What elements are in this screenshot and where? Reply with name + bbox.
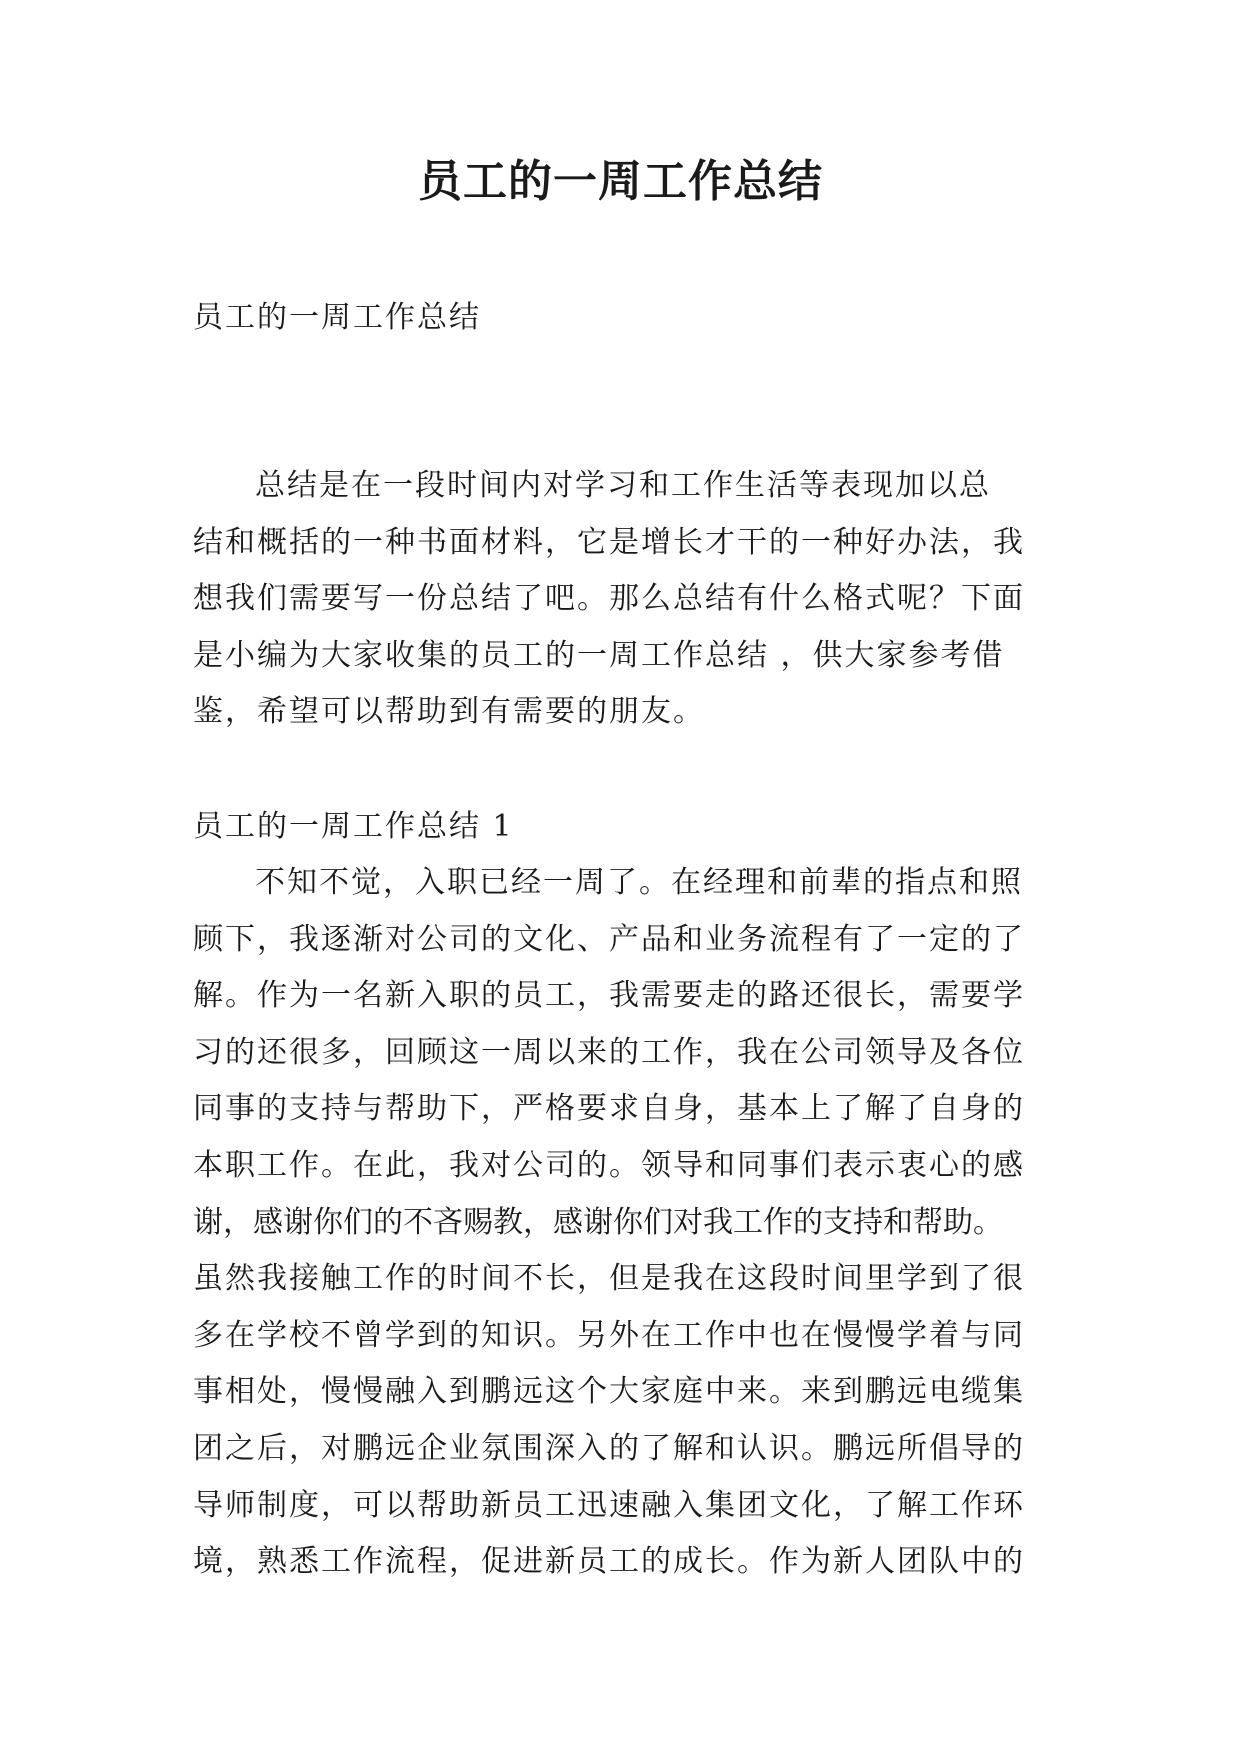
section-heading: 员工的一周工作总结 1: [193, 808, 514, 844]
intro-line: 想我们需要写一份总结了吧。那么总结有什么格式呢？下面: [193, 581, 1025, 617]
intro-paragraph: [193, 458, 1053, 741]
section-paragraph: [193, 855, 1053, 1591]
section-line: 本职工作。在此，我对公司的。领导和同事们表示衷心的感: [193, 1147, 1025, 1183]
intro-line: 是小编为大家收集的员工的一周工作总结 ，供大家参考借: [193, 637, 1005, 673]
spacer: [193, 741, 1053, 799]
section-line: 习的还很多，回顾这一周以来的工作，我在公司领导及各位: [193, 1034, 1025, 1070]
section-line: 团之后，对鹏远企业氛围深入的了解和认识。鹏远所倡导的: [193, 1430, 1025, 1466]
section-line: 谢，感谢你们的不吝赐教，感谢你们对我工作的支持和帮助。: [193, 1204, 1003, 1240]
section-line: 多在学校不曾学到的知识。另外在工作中也在慢慢学着与同: [193, 1317, 1025, 1353]
document-title: 员工的一周工作总结: [418, 156, 823, 207]
section-line: 同事的支持与帮助下，严格要求自身，基本上了解了自身的: [193, 1091, 1025, 1127]
spacer: [193, 346, 1053, 458]
intro-line: 总结是在一段时间内对学习和工作生活等表现加以总: [255, 468, 991, 503]
section-line: 解。作为一名新入职的员工，我需要走的路还很长，需要学: [193, 978, 1025, 1014]
section-line: 虽然我接触工作的时间不长，但是我在这段时间里学到了很: [193, 1261, 1025, 1297]
intro-line: 结和概括的一种书面材料，它是增长才干的一种好办法，我: [193, 524, 1025, 560]
section-line: 导师制度，可以帮助新员工迅速融入集团文化，了解工作环: [193, 1487, 1025, 1523]
document-subtitle: 员工的一周工作总结: [193, 300, 481, 335]
section-line: 顾下，我逐渐对公司的文化、产品和业务流程有了一定的了: [193, 921, 1025, 957]
section-line: 事相处，慢慢融入到鹏远这个大家庭中来。来到鹏远电缆集: [193, 1374, 1025, 1410]
document-body: [193, 290, 1053, 1591]
section-line: 境，熟悉工作流程，促进新员工的成长。作为新人团队中的: [193, 1544, 1025, 1580]
section-line: 不知不觉，入职已经一周了。在经理和前辈的指点和照: [255, 864, 1023, 900]
intro-line: 鉴，希望可以帮助到有需要的朋友。: [193, 694, 705, 730]
